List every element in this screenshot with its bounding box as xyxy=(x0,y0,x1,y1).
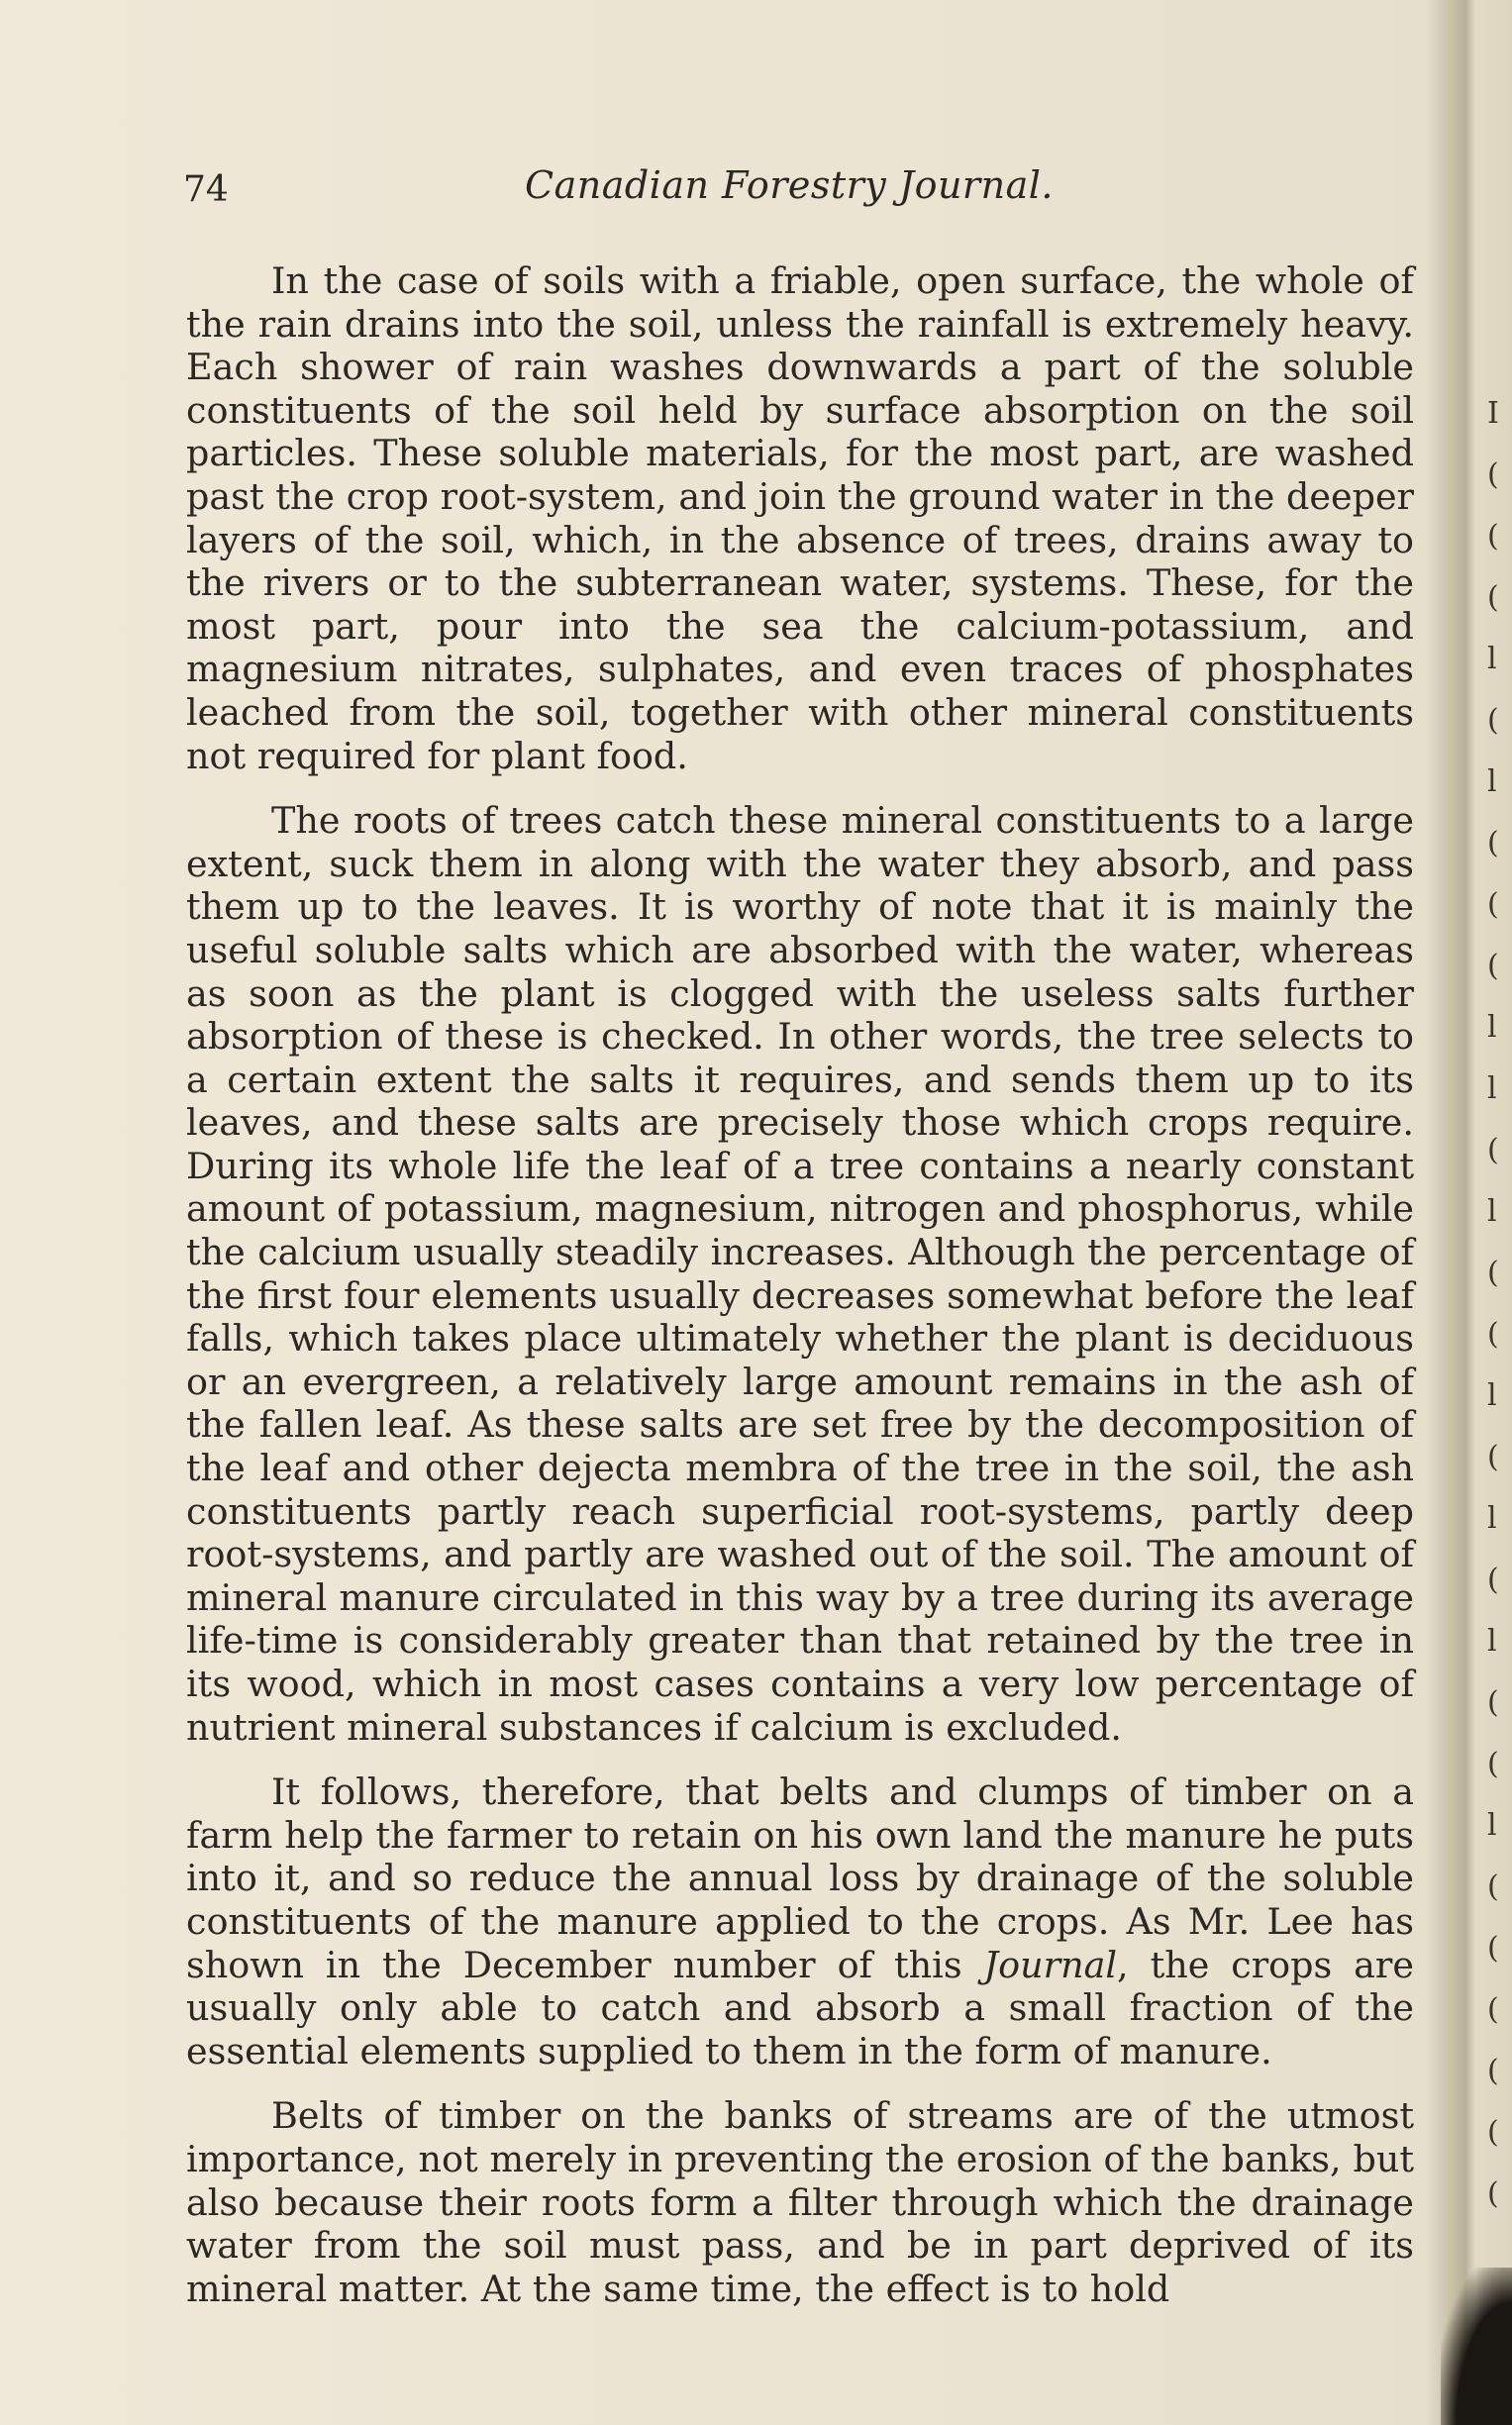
facing-page-glyph: ( xyxy=(1487,2115,1499,2150)
facing-page-glyph: ( xyxy=(1487,703,1499,738)
facing-page-glyph: ( xyxy=(1487,1317,1499,1352)
facing-page-glyph: ( xyxy=(1487,1440,1499,1474)
facing-page-glyph: l xyxy=(1487,1071,1497,1106)
journal-italic: Journal xyxy=(983,1943,1118,1986)
facing-page-glyph: ( xyxy=(1487,519,1499,554)
facing-page-glyph: ( xyxy=(1487,1931,1499,1966)
facing-page-glyph: l xyxy=(1487,1378,1497,1413)
facing-page-glyph: ( xyxy=(1487,1747,1499,1781)
facing-page-glyph: ( xyxy=(1487,887,1499,922)
facing-page-glyph: ( xyxy=(1487,1869,1499,1904)
running-title: Canadian Forestry Journal. xyxy=(525,163,1054,207)
facing-page-glyph: l xyxy=(1487,1194,1497,1229)
paragraph-3-text-b: , the crops are usually only able to catch and absorb a small fraction of the essential elements supplied to them in the form of manure. xyxy=(186,1943,1414,2072)
facing-page-glyph: l xyxy=(1487,1624,1497,1659)
facing-page-glyph: ( xyxy=(1487,457,1499,492)
facing-page-glyph: ( xyxy=(1487,1563,1499,1597)
facing-page-glyph: ( xyxy=(1487,826,1499,860)
paragraph-1: In the case of soils with a friable, open surface, the whole of the rain drains into the soil, unless the rainfall is extremely heavy. Each shower of rain washes downwards a part of the soluble constituents of the soil held by surface absorption on the soil particles. These soluble materials, for the most part, are washed past the crop root-system, and join the ground water in the deeper layers of the soil, which, in the absence of trees, drains away to the rivers or to the subterranean water, systems. These, for the most part, pour into the sea the calcium-potassium, and magnesium nitrates, sulphates, and even traces of phosphates leached from the soil, together with other mineral constituents not required for plant food. xyxy=(186,259,1414,777)
facing-page-glyph: l xyxy=(1487,1010,1497,1045)
facing-page-glyph: ( xyxy=(1487,2176,1499,2211)
facing-page-glyph: ( xyxy=(1487,1992,1499,2027)
article-body xyxy=(186,259,1414,2332)
facing-page-glyph: ( xyxy=(1487,2054,1499,2088)
page-number: 74 xyxy=(183,169,229,210)
facing-page-glyph: ( xyxy=(1487,1133,1499,1167)
page-header xyxy=(183,163,1421,223)
facing-page-glyph: ( xyxy=(1487,949,1499,983)
paragraph-4: Belts of timber on the banks of streams are of the utmost importance, not merely in preventing the erosion of the banks, but also because their roots form a filter through which the drainage water from the soil must pass, and be in part deprived of its mineral matter. At the same time, the effect is to hold xyxy=(186,2094,1414,2310)
facing-page-edge xyxy=(1483,0,1512,2425)
facing-page-glyph: l xyxy=(1487,1808,1497,1843)
facing-page-glyph: l xyxy=(1487,1501,1497,1536)
facing-page-glyph: l xyxy=(1487,764,1497,799)
facing-page-glyph: ( xyxy=(1487,580,1499,615)
facing-page-glyph: l xyxy=(1487,642,1497,676)
paragraph-3 xyxy=(186,1770,1414,2072)
facing-page-glyph: I xyxy=(1487,396,1499,431)
facing-page-glyph: ( xyxy=(1487,1685,1499,1720)
paragraph-3-text-a: It follows, therefore, that belts and clumps of timber on a farm help the farmer to retain on his own land the manure he puts into it, and so reduce the annual loss by drainage of the soluble constituents of the manure applied to the crops. As Mr. Lee has shown in the December number of this xyxy=(186,1770,1414,1986)
paragraph-2: The roots of trees catch these mineral constituents to a large extent, suck them in along with the water they absorb, and pass them up to the leaves. It is worthy of note that it is mainly the useful soluble salts which are absorbed with the water, whereas as soon as the plant is clogged with the useless salts further absorption of these is checked. In other words, the tree selects to a certain extent the salts it requires, and sends them up to its leaves, and these salts are precisely those which crops require. During its whole life the leaf of a tree contains a nearly constant amount of potassium, magnesium, nitrogen and phosphorus, while the calcium usually steadily increases. Although the percentage of the first four elements usually decreases somewhat before the leaf falls, which takes place ultimately whether the plant is deciduous or an evergreen, a relatively large amount remains in the ash of the fallen leaf. As these salts are set free by the decomposition of the leaf and other dejecta membra of the tree in the soil, the ash constituents partly reach superficial root-systems, partly deep root-systems, and partly are washed out of the soil. The amount of mineral manure circulated in this way by a tree during its average life-time is considerably greater than that retained by the tree in its wood, which in most cases contains a very low percentage of nutrient mineral substances if calcium is excluded. xyxy=(186,799,1414,1749)
facing-page-glyph: ( xyxy=(1487,1256,1499,1290)
